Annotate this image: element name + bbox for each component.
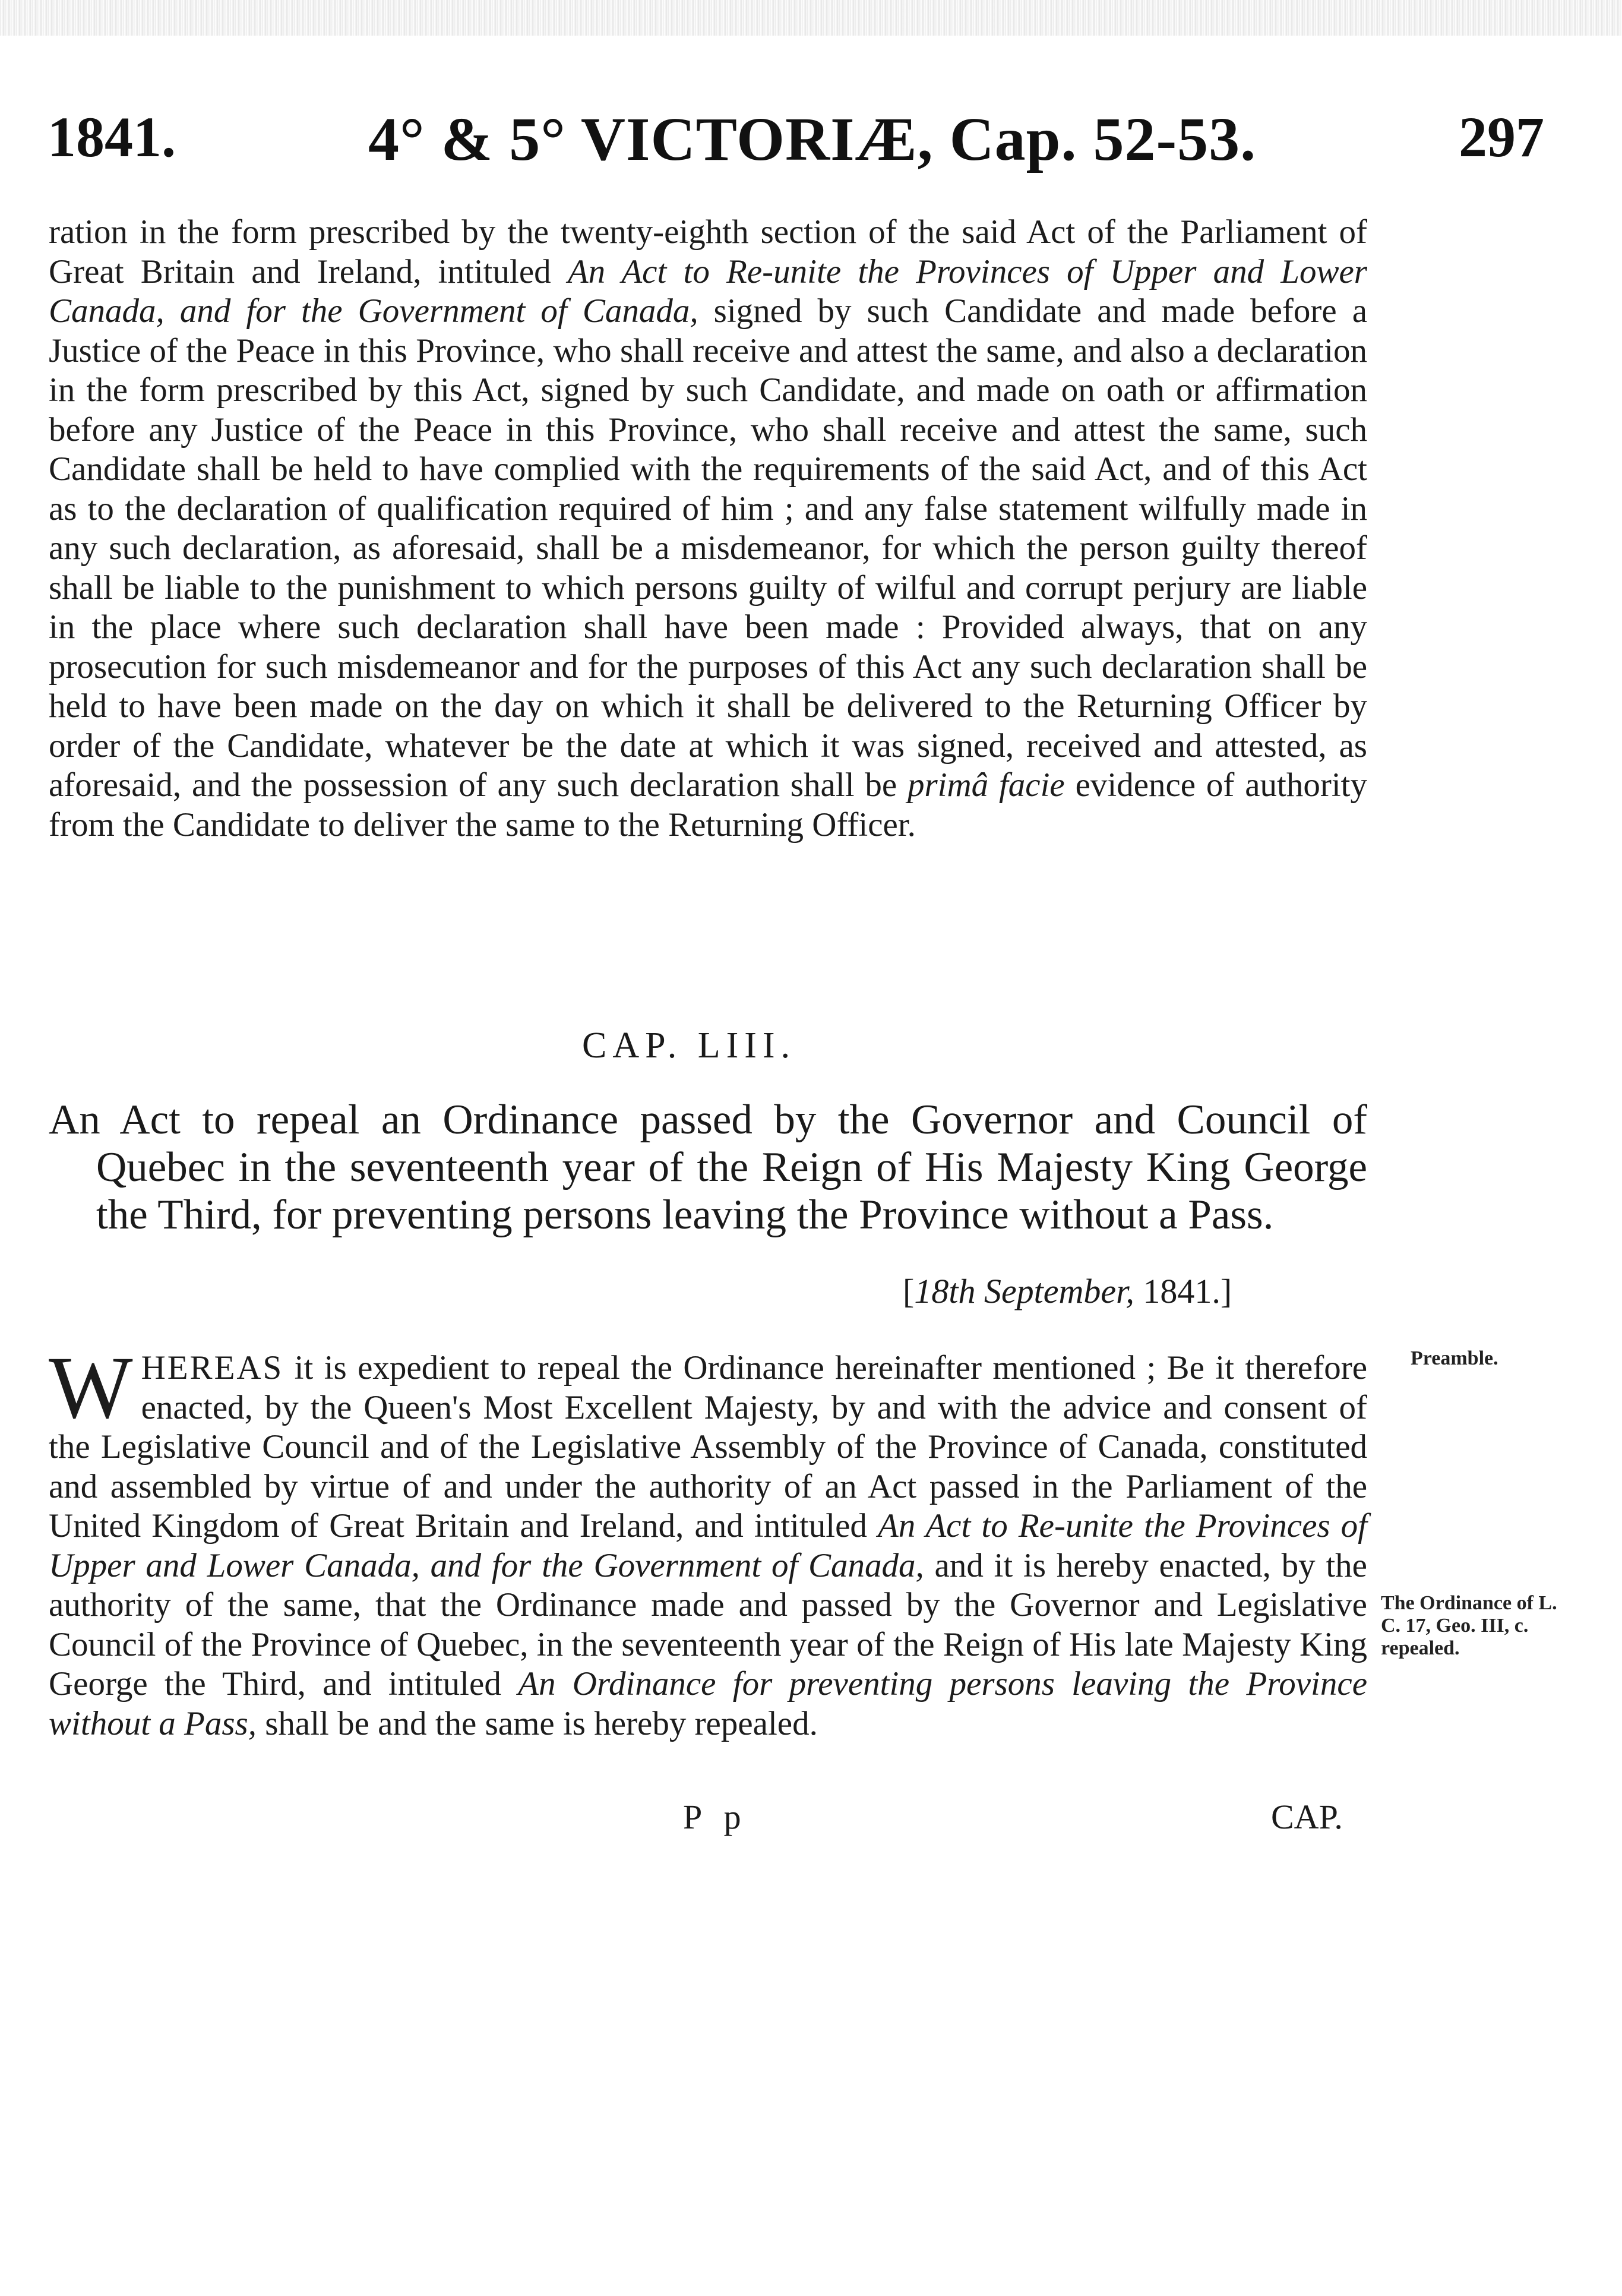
act-date-bracket: [ (903, 1272, 915, 1310)
marginal-note-preamble: Preamble. (1411, 1347, 1498, 1369)
section-2-first-word: HEREAS (141, 1349, 284, 1387)
section-1-prima-facie: primâ facie (907, 766, 1065, 804)
section-2-ordinance-title: An Ordinance for preventing persons leaving the Province without a Pass, (49, 1665, 1367, 1742)
section-2-text-b: and it is hereby enacted, by the authority of the same, that the Ordinance made and passed by the Governor and Legislative Council of the Province of Quebec, in the seventeenth year of the Reign of His late Majesty King George the Third, and intituled (49, 1546, 1367, 1703)
section-2-text-a: it is expedient to repeal the Ordinance hereinafter mentioned ; Be it therefore enacted, by the Queen's Most Excellent Majesty, by and with the advice and consent of the Legislative Council and of the Legislative Assembly of the Province of Canada, constituted and assembled by virtue of and under the authority of an Act passed in the Parliament of the United Kingdom of Great Britain and Ireland, and intituled (49, 1349, 1367, 1545)
section-1-paragraph (49, 213, 1367, 845)
scan-noise-band (0, 0, 1622, 36)
section-1-text-b: signed by such Candidate and made before a Justice of the Peace in this Province, who shall receive and attest the same, and also a declaration in the form prescribed by this Act, signed by such Candidate, and made on oath or affirmation before any Justice of the Peace in this Province, who shall receive and attest the same, such Candidate shall be held to have complied with the requirements of the said Act, and of this Act as to the declaration of qualification required of him ; and any false statement wilfully made in any such declaration, as aforesaid, shall be a misdemeanor, for which the person guilty thereof shall be liable to the punishment to which persons guilty of wilful and corrupt perjury are liable in the place where such declaration shall have been made : Provided always, that on any prosecution for such misdemeanor and for the purposes of this Act any such declaration shall be held to have been made on the day on which it shall be delivered to the Returning Officer by order of the Candidate, whatever be the date at which it was signed, received and attested, as aforesaid, and the possession of any such declaration shall be (49, 292, 1367, 804)
header-title: 4° & 5° VICTORIÆ, Cap. 52-53. (368, 105, 1257, 173)
act-date-day-month: 18th September, (914, 1272, 1134, 1310)
act-title-text: An Act to repeal an Ordinance passed by the Governor and Council of Quebec in the seventeenth year of the Reign of His Majesty King George the Third, for preventing persons leaving the Province without a Pass. (49, 1097, 1367, 1238)
section-2-act-citation: An Act to Re-unite the Provinces of Upper and Lower Canada, and for the Government of Canada, (49, 1507, 1367, 1584)
section-2-text-c: shall be and the same is hereby repealed. (256, 1704, 818, 1742)
running-head (48, 104, 1544, 175)
drop-cap: W (49, 1338, 133, 1437)
marginal-note-ordinance: The Ordinance of L. C. 17, Geo. III, c. repealed. (1381, 1592, 1557, 1659)
cap-heading: CAP. LIII. (581, 1025, 796, 1066)
page-footer (0, 1797, 1622, 1845)
page-number: 297 (1459, 105, 1544, 169)
section-1-act-citation: An Act to Re-unite the Provinces of Upper and Lower Canada, and for the Government of Canada, (49, 252, 1367, 330)
act-title (49, 1096, 1367, 1239)
catchword: CAP. (1271, 1798, 1343, 1836)
section-1-text-a: ration in the form prescribed by the twenty-eighth section of the said Act of the Parliament of Great Britain and Ireland, intituled (49, 213, 1367, 290)
section-2-paragraph (49, 1338, 1367, 1744)
section-1-text-c: evidence of authority from the Candidate to deliver the same to the Returning Officer. (49, 766, 1367, 844)
act-date (903, 1271, 1232, 1311)
header-year: 1841. (48, 105, 176, 169)
act-date-year: 1841.] (1134, 1272, 1232, 1310)
signature-mark: P p (683, 1798, 748, 1836)
